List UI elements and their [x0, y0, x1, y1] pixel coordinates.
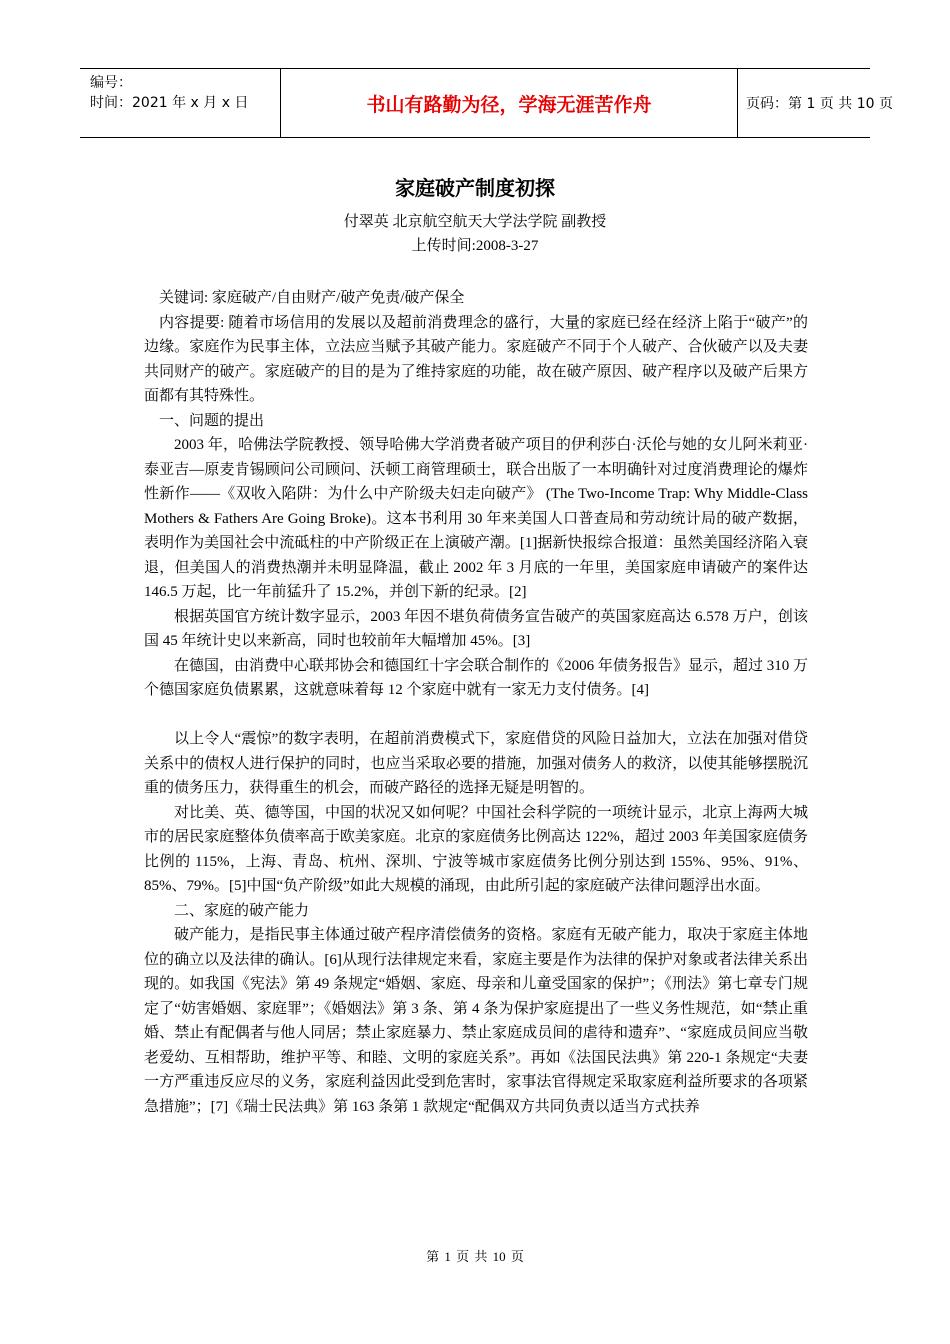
- section-heading-1: 一、问题的提出: [159, 412, 265, 429]
- keywords: 关键词: 家庭破产/自由财产/破产免责/破产保全: [159, 290, 465, 306]
- paragraph-2: 根据英国官方统计数字显示，2003 年因不堪负荷债务宣告破产的英国家庭高达 6.578 万户，创该国 45 年统计史以来新高，同时也较前年大幅增加 45%。[3]: [144, 608, 808, 649]
- paragraph-6: 破产能力，是指民事主体通过破产程序清偿债务的资格。家庭有无破产能力，取决于家庭主体地位的确立以及法律的确认。[6]从现行法律规定来看，家庭主要是作为法律的保护对象或者法律关系出现的。如我国《宪法》第 49 条规定“婚姻、家庭、母亲和儿童受国家的保护”；《刑法》第七章专门规定了“妨害婚姻、家庭罪”；《婚姻法》第 3 条、第 4 条为保护家庭提出了一些义务性规范，如“禁止重婚、禁止有配偶者与他人同居；禁止家庭暴力、禁止家庭成员间的虐待和遗弃”、“家庭成员间应当敬老爱幼、互相帮助，维护平等、和睦、文明的家庭关系”。再如《法国民法典》第 220-1 条规定“夫妻一方严重违反应尽的义务，家庭利益因此受到危害时，家事法官得规定采取家庭利益所要求的各项紧急措施”；[7]《瑞士民法典》第 163 条第 1 款规定“配偶双方共同负责以适当方式扶养: [144, 927, 808, 1115]
- abstract: 内容提要: 随着市场信用的发展以及超前消费理念的盛行，大量的家庭已经在经济上陷于“破产”的边缘。家庭作为民事主体，立法应当赋予其破产能力。家庭破产不同于个人破产、合伙破产以及夫妻共同财产的破产。家庭破产的目的是为了维持家庭的功能，故在破产原因、破产程序以及破产后果方面都有其特殊性。: [144, 314, 808, 404]
- document-body: [144, 286, 808, 1119]
- motto: 书山有路勤为径，学海无涯苦作舟: [280, 69, 738, 137]
- paragraph-3: 在德国，由消费中心联邦协会和德国红十字会联合制作的《2006 年债务报告》显示，超过 310 万个德国家庭负债累累，这就意味着每 12 个家庭中就有一家无力支付债务。[4]: [144, 657, 808, 698]
- time-label: 时间：2021 年 x 月 x 日: [90, 95, 249, 111]
- paragraph-4: 以上令人“震惊”的数字表明，在超前消费模式下，家庭借贷的风险日益加大，立法在加强对借贷关系中的债权人进行保护的同时，也应当采取必要的措施，加强对债务人的救济，以使其能够摆脱沉重的债务压力，获得重生的机会，而破产路径的选择无疑是明智的。: [144, 731, 808, 796]
- blank-line: [144, 703, 808, 728]
- paragraph-5: 对比美、英、德等国，中国的状况又如何呢？中国社会科学院的一项统计显示，北京上海两大城市的居民家庭整体负债率高于欧美家庭。北京的家庭债务比例高达 122%，超过 2003 年美国家庭债务比例的 115%，上海、青岛、杭州、深圳、宁波等城市家庭债务比例分别达到 155%、95%、91%、85%、79%。[5]中国“负产阶级”如此大规模的涌现，由此所引起的家庭破产法律问题浮出水面。: [144, 804, 808, 894]
- section-heading-2: 二、家庭的破产能力: [174, 902, 310, 919]
- author-line: 付翠英 北京航空航天大学法学院 副教授: [343, 214, 607, 230]
- upload-time: 上传时间:2008-3-27: [411, 238, 539, 254]
- number-label: 编号：: [90, 75, 132, 91]
- page-info: 页码：第 1 页 共 10 页: [746, 96, 893, 112]
- header-table: [80, 68, 893, 138]
- document-title: 家庭破产制度初探: [395, 178, 555, 200]
- paragraph-1: 2003 年，哈佛法学院教授、领导哈佛大学消费者破产项目的伊利莎白·沃伦与她的女儿阿米莉亚·泰亚吉—原麦肯锡顾问公司顾问、沃顿工商管理硕士，联合出版了一本明确针对过度消费理论的爆炸性新作——《双收入陷阱：为什么中产阶级夫妇走向破产》 (The Two-Income Trap: Why Middle-Class Mothers & Fathers Are Going Broke)。这本书利用 30 年来美国人口普查局和劳动统计局的破产数据，表明作为美国社会中流砥柱的中产阶级正在上演破产潮。[1]据新快报综合报道：虽然美国经济陷入衰退，但美国人的消费热潮并未明显降温，截止 2002 年 3 月底的一年里，美国家庭申请破产的案件达 146.5 万起，比一年前猛升了 15.2%，并创下新的纪录。[2]: [144, 437, 808, 600]
- header-meta: [90, 73, 270, 113]
- page-footer: 第 1 页 共 10 页: [426, 1249, 524, 1264]
